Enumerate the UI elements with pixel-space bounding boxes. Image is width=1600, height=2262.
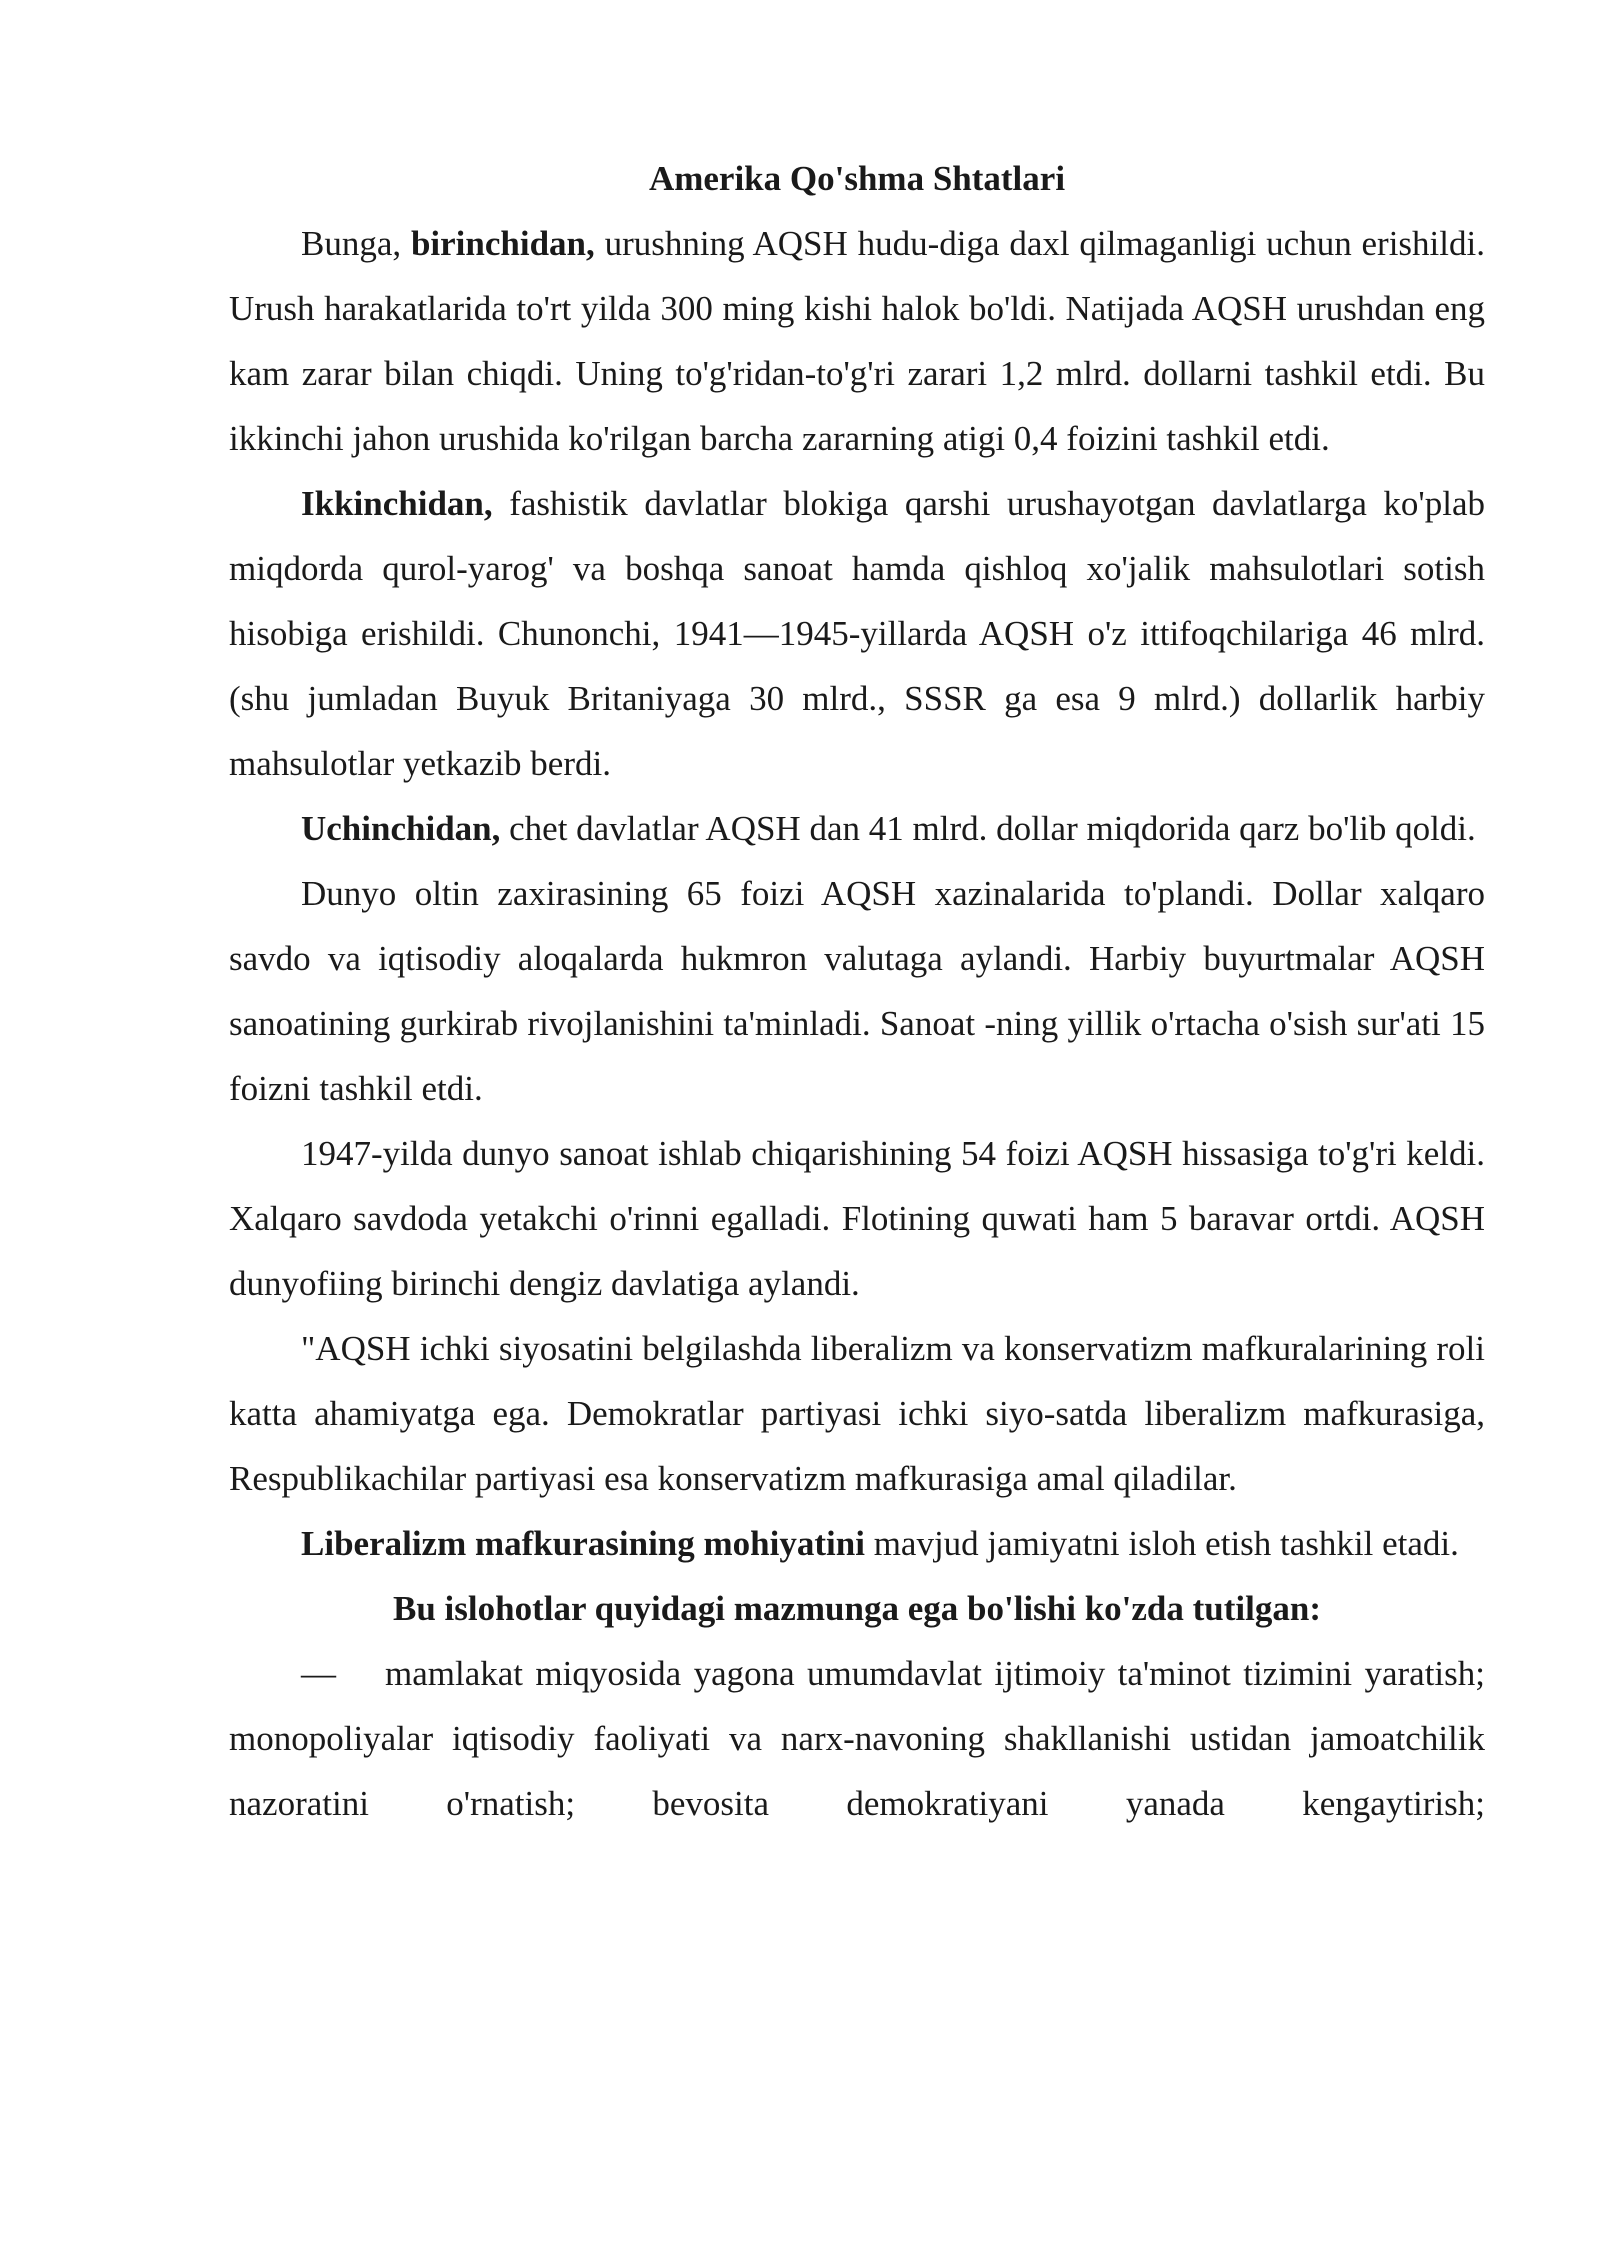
document-title: Amerika Qo'shma Shtatlari [648, 159, 1066, 198]
paragraph-1-text: urushning AQSH hudu-diga daxl qilmaganligi uchun erishildi. Urush harakatlarida to'rt yilda 300 ming kishi halok bo'ldi. Natijada AQSH urushdan eng kam zarar bilan chiqdi. Uning to'g'ridan-to'g'ri zarari 1,2 mlrd. dollarni tashkil etdi. Bu ikkinchi jahon urushida ko'rilgan barcha zararning atigi 0,4 foizini tashkil etdi. [229, 224, 1485, 458]
paragraph-2-text: fashistik davlatlar blokiga qarshi urushayotgan davlatlarga ko'plab miqdorda qurol-yarog' va boshqa sanoat hamda qishloq xo'jalik mahsulotlari sotish hisobiga erishildi. Chunonchi, 1941—1945-yillarda AQSH o'z ittifoqchilariga 46 mlrd. (shu jumladan Buyuk Britaniyaga 30 mlrd., SSSR ga esa 9 mlrd.) dollarlik harbiy mahsulotlar yetkazib berdi. [229, 484, 1485, 783]
paragraph-3-bold: Uchinchidan, [301, 809, 501, 848]
list-item-paragraph [229, 1641, 1485, 1836]
paragraph-7-text: mavjud jamiyatni isloh etish tashkil etadi. [864, 1524, 1459, 1563]
list-dash: — [301, 1654, 336, 1693]
paragraph-7-bold: Liberalizm mafkurasining mohiyatini [301, 1524, 865, 1563]
paragraph-2 [229, 471, 1485, 796]
paragraph-1-bold: birinchidan, [410, 224, 595, 263]
paragraph-5: 1947-yilda dunyo sanoat ishlab chiqarishining 54 foizi AQSH hissasiga to'g'ri keldi. Xalqaro savdoda yetakchi o'rinni egalladi. Flotining quwati ham 5 baravar ortdi. AQSH dunyofiing birinchi dengiz davlatiga aylandi. [229, 1134, 1485, 1303]
paragraph-7 [229, 1511, 1485, 1576]
paragraph-1-lead: Bunga, [301, 224, 411, 263]
document-page [229, 146, 1485, 1836]
paragraph-3-text: chet davlatlar AQSH dan 41 mlrd. dollar miqdorida qarz bo'lib qoldi. [500, 809, 1476, 848]
paragraph-3 [229, 796, 1485, 861]
paragraph-6: "AQSH ichki siyosatini belgilashda liberalizm va konservatizm mafkuralarining roli katta ahamiyatga ega. Demokratlar partiyasi ichki siyo-satda liberalizm mafkurasiga, Respublikachilar partiyasi esa konservatizm mafkurasiga amal qiladilar. [229, 1329, 1485, 1498]
list-item-text: mamlakat miqyosida yagona umumdavlat ijtimoiy ta'minot tizimini yaratish; monopoliyalar iqtisodiy faoliyati va narx-navoning shakllanishi ustidan jamoatchilik nazoratini o'rnatish; bevosita demokratiyani yanada kengaytirish; [229, 1654, 1485, 1823]
paragraph-2-bold: Ikkinchidan, [301, 484, 493, 523]
paragraph-4: Dunyo oltin zaxirasining 65 foizi AQSH xazinalarida to'plandi. Dollar xalqaro savdo va iqtisodiy aloqalarda hukmron valutaga aylandi. Harbiy buyurtmalar AQSH sanoatining gurkirab rivojlanishini ta'minladi. Sanoat -ning yillik o'rtacha o'sish sur'ati 15 foizni tashkil etdi. [229, 874, 1485, 1108]
paragraph-1 [229, 211, 1485, 471]
section-subtitle: Bu islohotlar quyidagi mazmunga ega bo'lishi ko'zda tutilgan: [392, 1589, 1321, 1628]
